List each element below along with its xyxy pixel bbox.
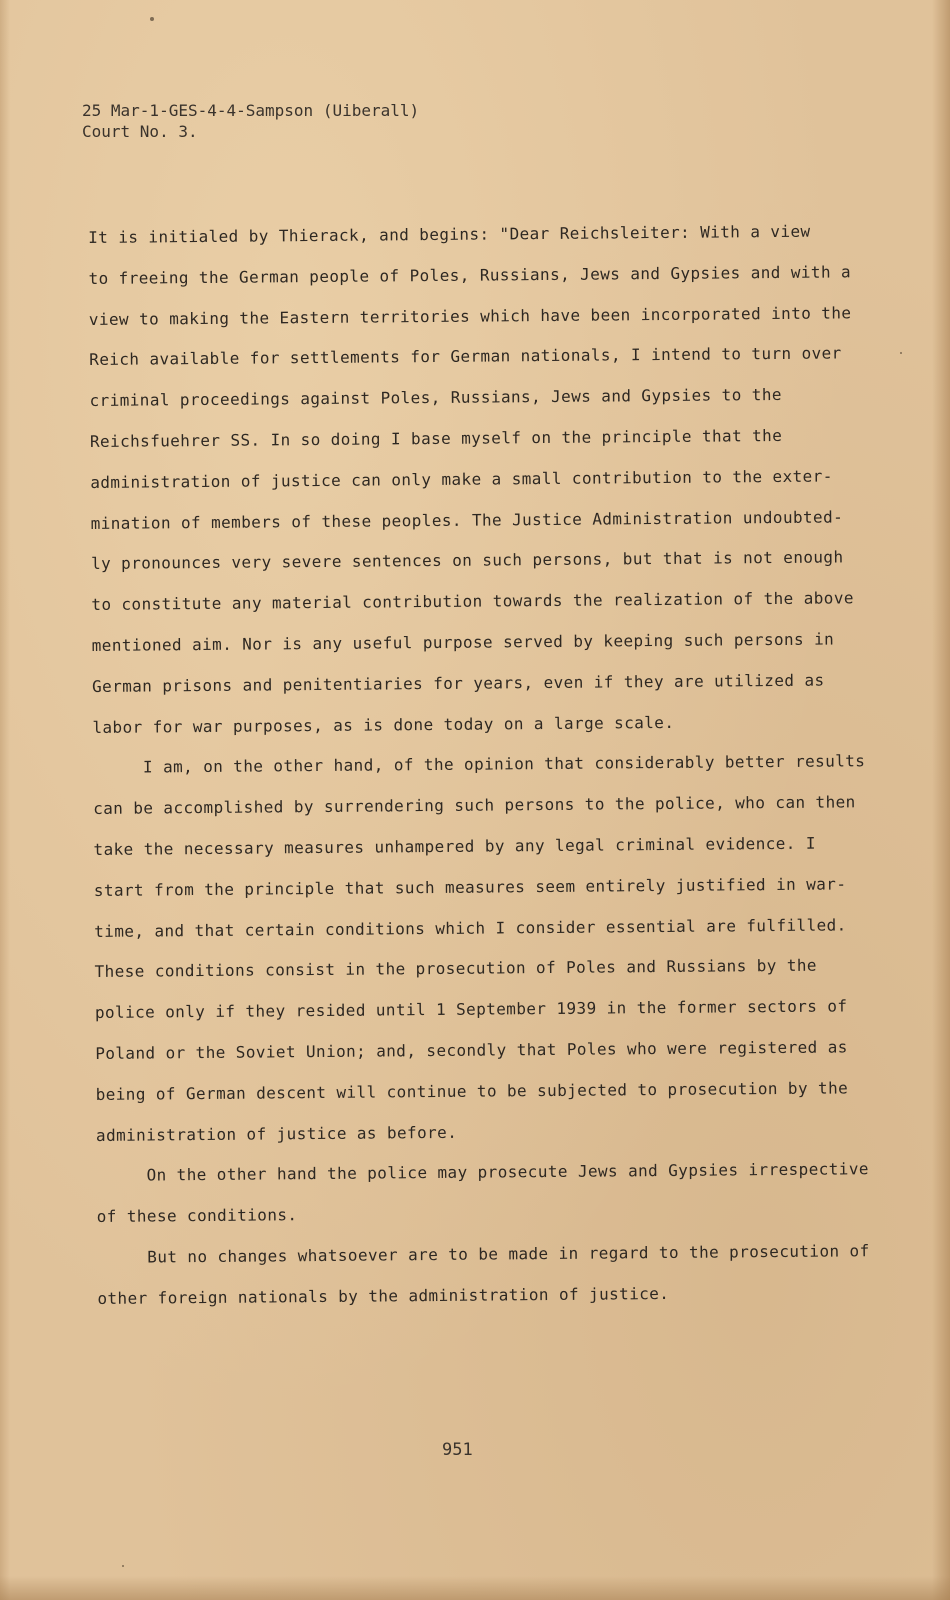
body-line: to freeing the German people of Poles, Russians, Jews and Gypsies and with a	[88, 262, 852, 288]
body-line: These conditions consist in the prosecution of Poles and Russians by the	[94, 956, 818, 982]
ink-speck	[900, 352, 902, 354]
body-line: Poland or the Soviet Union; and, secondly that Poles who were registered as	[95, 1037, 848, 1063]
body-line: being of German descent will continue to be subjected to prosecution by the	[95, 1078, 849, 1104]
body-line: On the other hand the police may prosecute Jews and Gypsies irrespective	[96, 1159, 869, 1186]
body-line: can be accomplished by surrendering such persons to the police, who can then	[93, 792, 856, 819]
body-line: criminal proceedings against Poles, Russians, Jews and Gypsies to the	[89, 385, 782, 411]
body-line: administration of justice as before.	[95, 1122, 458, 1145]
body-line: to constitute any material contribution towards the realization of the above	[91, 588, 854, 615]
body-line: Reich available for settlements for German nationals, I intend to turn over	[89, 343, 842, 370]
body-line: ly pronounces very severe sentences on such persons, but that is not enough	[90, 547, 844, 574]
body-line: German prisons and penitentiaries for years, even if they are utilized as	[92, 670, 825, 696]
body-line: It is initialed by Thierack, and begins: "Dear Reichsleiter: With a view	[88, 221, 811, 247]
body-line: police only if they resided until 1 September 1939 in the former sectors of	[94, 996, 848, 1023]
body-line: view to making the Eastern territories which have been incorporated into the	[88, 302, 852, 329]
body-line: start from the principle that such measures seem entirely justified in war-	[93, 874, 847, 900]
body-line: mentioned aim. Nor is any useful purpose served by keeping such persons in	[91, 629, 835, 655]
body-line: But no changes whatsoever are to be made in regard to the prosecution of	[96, 1241, 870, 1267]
body-line: Reichsfuehrer SS. In so doing I base myself on the principle that the	[89, 425, 783, 451]
body-line: other foreign nationals by the administration of justice.	[97, 1283, 670, 1308]
header-court-line: Court No. 3.	[82, 122, 198, 141]
page-number: 951	[442, 1440, 473, 1460]
document-body	[88, 211, 880, 1319]
paper-edge-right	[932, 0, 950, 1600]
document-header	[82, 100, 419, 142]
body-line: of these conditions.	[96, 1205, 298, 1227]
body-line: mination of members of these peoples. The Justice Administration undoubted-	[90, 507, 844, 533]
header-reference-line: 25 Mar-1-GES-4-4-Sampson (Uiberall)	[82, 101, 420, 120]
ink-speck	[122, 1565, 124, 1567]
paper-edge-bottom	[0, 1576, 950, 1600]
paper-edge-left	[0, 0, 10, 1600]
ink-speck	[150, 17, 154, 21]
body-line: labor for war purposes, as is done today on a large scale.	[92, 712, 675, 737]
body-line: I am, on the other hand, of the opinion that considerably better results	[92, 751, 866, 778]
body-line: take the necessary measures unhampered by any legal criminal evidence. I	[93, 833, 816, 859]
body-line: time, and that certain conditions which I consider essential are fulfilled.	[94, 914, 847, 941]
body-line: administration of justice can only make a small contribution to the exter-	[90, 466, 833, 492]
